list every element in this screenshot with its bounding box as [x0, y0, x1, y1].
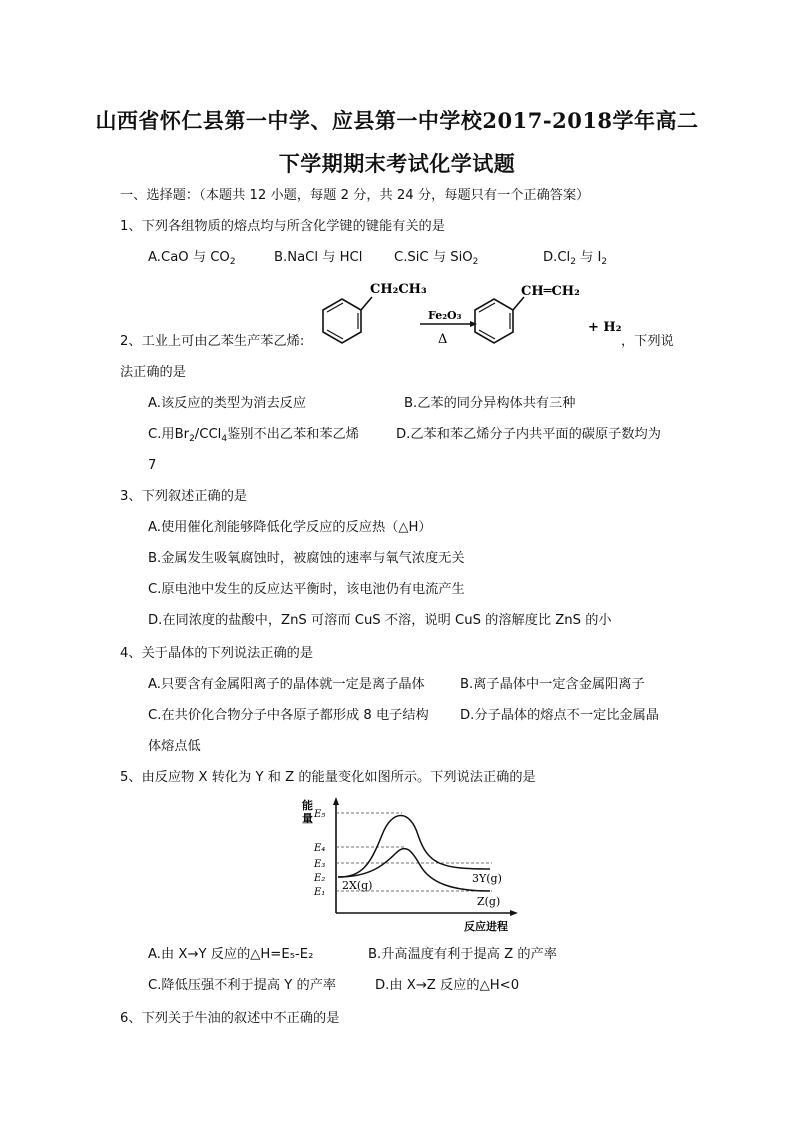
- x-axis-label: 反应进程: [464, 920, 508, 933]
- y-species-label: 3Y(g): [472, 872, 502, 885]
- q2-reaction-scheme: [312, 275, 628, 355]
- q4-option-d: D.分子晶体的熔点不一定比金属晶: [460, 708, 659, 723]
- q2-stem-cont: 法正确的是: [120, 365, 186, 380]
- hydrogen-byproduct: + H₂: [588, 320, 622, 335]
- q2-stem: 2、工业上可由乙苯生产苯乙烯:: [120, 334, 305, 349]
- q6-stem: 6、下列关于牛油的叙述中不正确的是: [120, 1011, 340, 1026]
- x-species-label: 2X(g): [342, 879, 373, 892]
- q1-option-c: C.SiC 与 SiO$_2$: [394, 250, 479, 267]
- q3-option-c: C.原电池中发生的反应达平衡时，该电池仍有电流产生: [148, 582, 465, 597]
- q5-stem: 5、由反应物 X 转化为 Y 和 Z 的能量变化如图所示。下列说法正确的是: [120, 770, 536, 785]
- e3-label: E₃: [314, 859, 326, 870]
- heat-symbol: Δ: [438, 332, 448, 347]
- q1-stem: 1、下列各组物质的熔点均与所含化学键的键能有关的是: [120, 219, 445, 234]
- q1-option-a: A.CaO 与 $CO_2$: [148, 250, 236, 267]
- q2-option-d-cont: 7: [148, 458, 157, 473]
- q2-option-a: A.该反应的类型为消去反应: [148, 396, 307, 411]
- e2-label: E₂: [314, 873, 326, 884]
- reactant-benzene-ring: [323, 299, 361, 343]
- catalyst-label: Fe₂O₃: [428, 309, 462, 322]
- q3-option-d: D.在同浓度的盐酸中，ZnS 可溶而 CuS 不溶，说明 CuS 的溶解度比 ZnS 的小: [148, 613, 612, 628]
- q3-option-b: B.金属发生吸氧腐蚀时，被腐蚀的速率与氧气浓度无关: [148, 551, 465, 566]
- q1-option-b: B.NaCl 与 HCl: [274, 250, 363, 265]
- q4-option-c: C.在共价化合物分子中各原子都形成 8 电子结构: [148, 708, 429, 723]
- q4-option-b: B.离子晶体中一定含金属阳离子: [460, 677, 645, 692]
- z-species-label: Z(g): [477, 895, 501, 908]
- x-to-y-curve: [338, 816, 490, 878]
- exam-title-line1: 山西省怀仁县第一中学、应县第一中学校2017-2018学年高二: [95, 108, 699, 133]
- e4-label: E₄: [314, 843, 326, 854]
- e1-label: E₁: [314, 887, 326, 898]
- q2-option-c: C.用$Br_2/CCl_4$鉴别不出乙苯和苯乙烯: [148, 427, 359, 444]
- q4-option-a: A.只要含有金属阳离子的晶体就一定是离子晶体: [148, 677, 425, 692]
- y-axis-label-2: 量: [302, 812, 313, 825]
- q5-option-d: D.由 X→Z 反应的△H<0: [375, 978, 520, 993]
- q5-option-b: B.升高温度有利于提高 Z 的产率: [368, 947, 557, 962]
- energy-diagram: [292, 795, 522, 935]
- section-header: 一、选择题：（本题共 12 小题，每题 2 分，共 24 分，每题只有一个正确答案）: [120, 188, 590, 203]
- q3-stem: 3、下列叙述正确的是: [120, 489, 248, 504]
- exam-title-line2: 下学期期末考试化学试题: [278, 151, 516, 176]
- q4-option-d-cont: 体熔点低: [148, 739, 201, 754]
- q2-option-b: B.乙苯的同分异构体共有三种: [404, 396, 576, 411]
- q2-stem-tail: ，下列说: [621, 334, 674, 349]
- reactant-ethyl-group: CH₂CH₃: [370, 282, 427, 297]
- q1-option-d: $D.Cl_2$ 与 $I_2$: [543, 250, 608, 267]
- q4-stem: 4、关于晶体的下列说法正确的是: [120, 646, 314, 661]
- y-axis-label-1: 能: [302, 799, 313, 812]
- q5-option-a: A.由 X→Y 反应的△H=E₅-E₂: [148, 947, 314, 962]
- q3-option-a: A.使用催化剂能够降低化学反应的反应热（△H）: [148, 520, 432, 535]
- product-benzene-ring: [475, 299, 513, 343]
- product-vinyl-group: CH═CH₂: [521, 284, 580, 299]
- q5-option-c: C.降低压强不利于提高 Y 的产率: [148, 978, 337, 993]
- q2-option-d: D.乙苯和苯乙烯分子内共平面的碳原子数均为: [396, 427, 661, 442]
- e5-label: E₅: [314, 809, 326, 820]
